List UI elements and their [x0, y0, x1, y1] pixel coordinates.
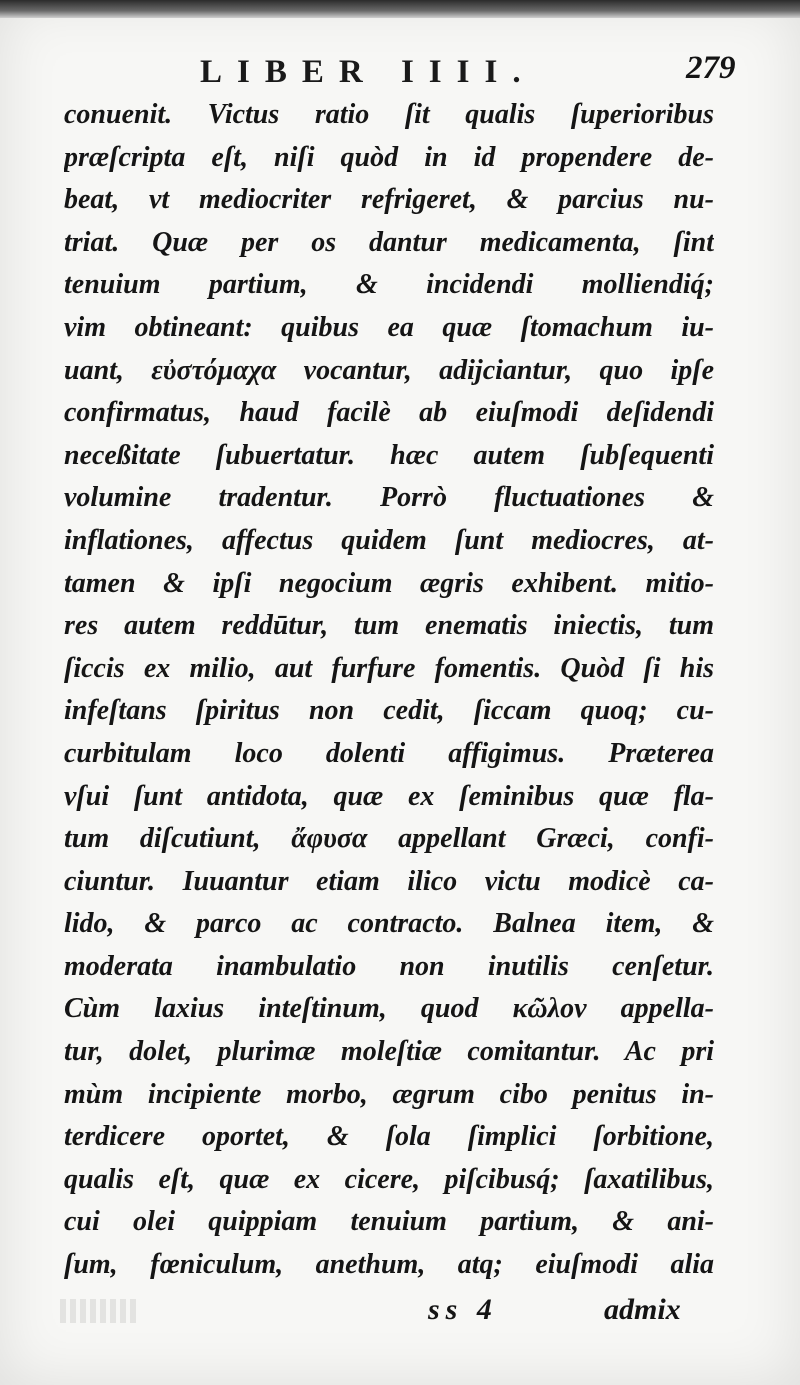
text-line: ſum, fœniculum, anethum, atq; eiuſmodi alia — [64, 1249, 714, 1281]
text-line: mùm incipiente morbo, ægrum cibo penitus in- — [64, 1078, 714, 1110]
text-line: tamen & ipſi negocium ægris exhibent. mitio- — [64, 567, 714, 599]
body-text — [64, 94, 714, 1287]
text-line: tur, dolet, plurimæ moleſtiæ comitantur. Ac pri — [64, 1036, 714, 1068]
scan-edge — [0, 0, 800, 18]
text-line: lido, & parco ac contracto. Balnea item, & — [64, 908, 714, 940]
text-line: tenuium partium, & incidendi molliendiq́; — [64, 269, 714, 301]
text-line: qualis eſt, quæ ex cicere, piſcibusq́; ſaxatilibus, — [64, 1163, 714, 1195]
text-line: vim obtineant: quibus ea quæ ſtomachum iu- — [64, 311, 714, 343]
text-line: Cùm laxius inteſtinum, quod κῶλον appella- — [64, 993, 714, 1025]
text-line: triat. Quæ per os dantur medicamenta, ſint — [64, 226, 714, 258]
running-head: LIBER IIII. — [200, 54, 536, 90]
text-line: moderata inambulatio non inutilis cenſetur. — [64, 950, 714, 982]
text-line: vſui ſunt antidota, quæ ex ſeminibus quæ fla- — [64, 780, 714, 812]
text-line: curbitulam loco dolenti affigimus. Præterea — [64, 737, 714, 769]
text-line: res autem reddūtur, tum enematis iniectis, tum — [64, 610, 714, 642]
text-line: cui olei quippiam tenuium partium, & ani- — [64, 1206, 714, 1238]
text-line: neceßitate ſubuertatur. hæc autem ſubſequenti — [64, 439, 714, 471]
catchword: admix — [604, 1293, 681, 1326]
text-line: præſcripta eſt, niſi quòd in id propendere de- — [64, 141, 714, 173]
page-footer — [0, 1285, 800, 1335]
show-through-mark — [60, 1299, 140, 1323]
page-number: 279 — [686, 50, 736, 86]
text-line: terdicere oportet, & ſola ſimplici ſorbitione, — [64, 1121, 714, 1153]
text-line: uant, εὐστόμαχα vocantur, adijciantur, quo ipſe — [64, 354, 714, 386]
text-line: volumine tradentur. Porrò fluctuationes & — [64, 482, 714, 514]
text-line: infeſtans ſpiritus non cedit, ſiccam quoq; cu- — [64, 695, 714, 727]
text-line: inflationes, affectus quidem ſunt mediocres, at- — [64, 524, 714, 556]
text-line: ſiccis ex milio, aut furfure fomentis. Quòd ſi his — [64, 652, 714, 684]
text-line: conuenit. Victus ratio ſit qualis ſuperioribus — [64, 99, 714, 130]
text-line: confirmatus, haud facilè ab eiuſmodi deſidendi — [64, 397, 714, 429]
text-line: tum diſcutiunt, ἄφυσα appellant Græci, confi- — [64, 823, 714, 855]
text-line: ciuntur. Iuuantur etiam ilico victu modicè ca- — [64, 865, 714, 897]
signature-mark: ss 4 — [428, 1293, 498, 1326]
text-line: beat, vt mediocriter refrigeret, & parcius nu- — [64, 184, 714, 216]
